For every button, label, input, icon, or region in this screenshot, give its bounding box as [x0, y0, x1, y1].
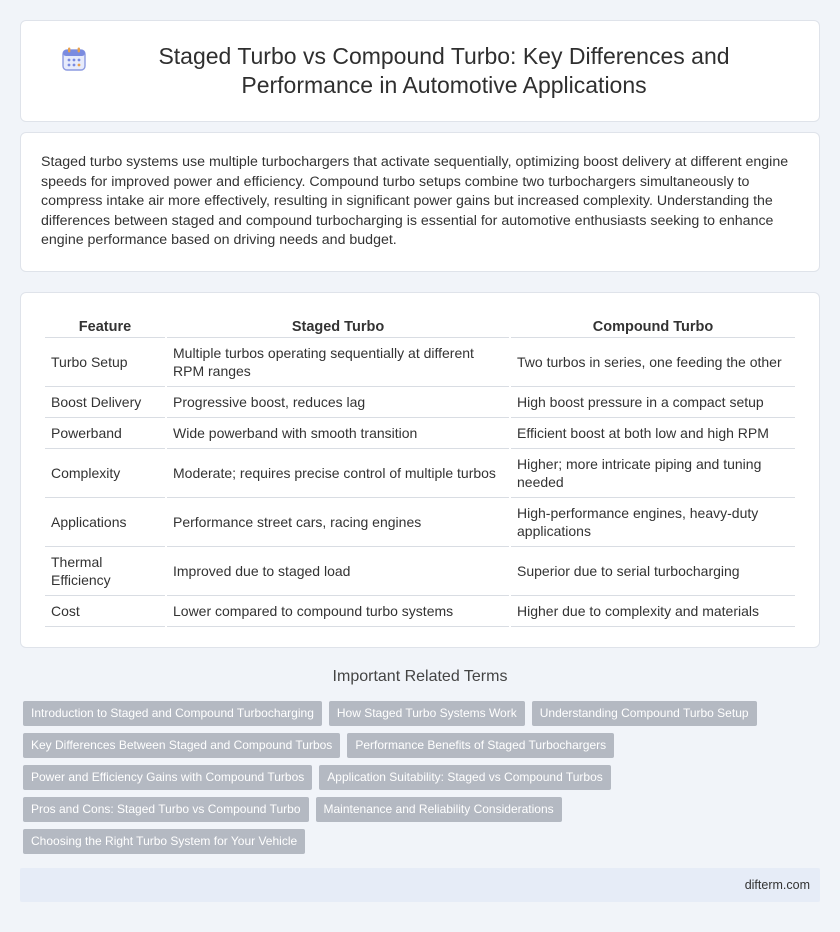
related-term-tag[interactable]: Understanding Compound Turbo Setup: [532, 701, 757, 726]
table-row: [45, 418, 795, 449]
cell-feature: Cost: [45, 596, 165, 627]
related-term-tag[interactable]: Introduction to Staged and Compound Turbocharging: [23, 701, 322, 726]
related-term-tag[interactable]: Pros and Cons: Staged Turbo vs Compound Turbo: [23, 797, 309, 822]
cell-staged-turbo: Wide powerband with smooth transition: [167, 418, 509, 449]
cell-compound-turbo: High boost pressure in a compact setup: [511, 387, 795, 418]
cell-compound-turbo: Higher; more intricate piping and tuning needed: [511, 449, 795, 498]
cell-feature: Boost Delivery: [45, 387, 165, 418]
related-terms-title: Important Related Terms: [332, 668, 508, 685]
related-terms-list: [23, 701, 813, 861]
cell-staged-turbo: Moderate; requires precise control of multiple turbos: [167, 449, 509, 498]
title-card: [20, 20, 820, 122]
intro-paragraph: Staged turbo systems use multiple turbochargers that activate sequentially, optimizing boost delivery at different engine speeds for improved power and efficiency. Compound turbo setups combine two turbochargers simultaneously to compress intake air more effectively, resulting in significant power gains but increased complexity. Understanding the differences between staged and compound turbocharging is essential for automotive enthusiasts seeking to enhance engine performance based on driving needs and budget.: [41, 154, 789, 249]
header-compound-turbo: Compound Turbo: [511, 311, 795, 338]
cell-feature: Thermal Efficiency: [45, 547, 165, 596]
table-row: [45, 547, 795, 596]
table-row: [45, 596, 795, 627]
related-term-tag[interactable]: How Staged Turbo Systems Work: [329, 701, 525, 726]
cell-feature: Complexity: [45, 449, 165, 498]
related-term-tag[interactable]: Application Suitability: Staged vs Compound Turbos: [319, 765, 611, 790]
cell-staged-turbo: Improved due to staged load: [167, 547, 509, 596]
cell-compound-turbo: Superior due to serial turbocharging: [511, 547, 795, 596]
comparison-table-card: [20, 292, 820, 648]
cell-compound-turbo: Two turbos in series, one feeding the other: [511, 338, 795, 387]
cell-compound-turbo: High-performance engines, heavy-duty applications: [511, 498, 795, 547]
cell-compound-turbo: Efficient boost at both low and high RPM: [511, 418, 795, 449]
related-term-tag[interactable]: Power and Efficiency Gains with Compound Turbos: [23, 765, 312, 790]
title-wrap: [21, 42, 819, 100]
intro-card: [20, 132, 820, 272]
cell-feature: Applications: [45, 498, 165, 547]
table-row: [45, 498, 795, 547]
cell-staged-turbo: Progressive boost, reduces lag: [167, 387, 509, 418]
table-row: [45, 387, 795, 418]
cell-staged-turbo: Performance street cars, racing engines: [167, 498, 509, 547]
table-row: [45, 338, 795, 387]
table-row: [45, 449, 795, 498]
calendar-icon: [61, 46, 87, 72]
cell-compound-turbo: Higher due to complexity and materials: [511, 596, 795, 627]
cell-staged-turbo: Lower compared to compound turbo systems: [167, 596, 509, 627]
related-term-tag[interactable]: Maintenance and Reliability Considerations: [316, 797, 562, 822]
related-term-tag[interactable]: Choosing the Right Turbo System for Your Vehicle: [23, 829, 305, 854]
footer: [20, 868, 820, 902]
footer-brand[interactable]: difterm.com: [744, 878, 810, 892]
related-term-tag[interactable]: Performance Benefits of Staged Turbochargers: [347, 733, 614, 758]
header-feature: Feature: [45, 311, 165, 338]
cell-feature: Turbo Setup: [45, 338, 165, 387]
related-term-tag[interactable]: Key Differences Between Staged and Compound Turbos: [23, 733, 340, 758]
page-title: Staged Turbo vs Compound Turbo: Key Differences and Performance in Automotive Applications: [158, 43, 730, 98]
cell-feature: Powerband: [45, 418, 165, 449]
header-staged-turbo: Staged Turbo: [167, 311, 509, 338]
table-header-row: [45, 311, 795, 338]
comparison-table: [43, 311, 797, 627]
cell-staged-turbo: Multiple turbos operating sequentially at different RPM ranges: [167, 338, 509, 387]
